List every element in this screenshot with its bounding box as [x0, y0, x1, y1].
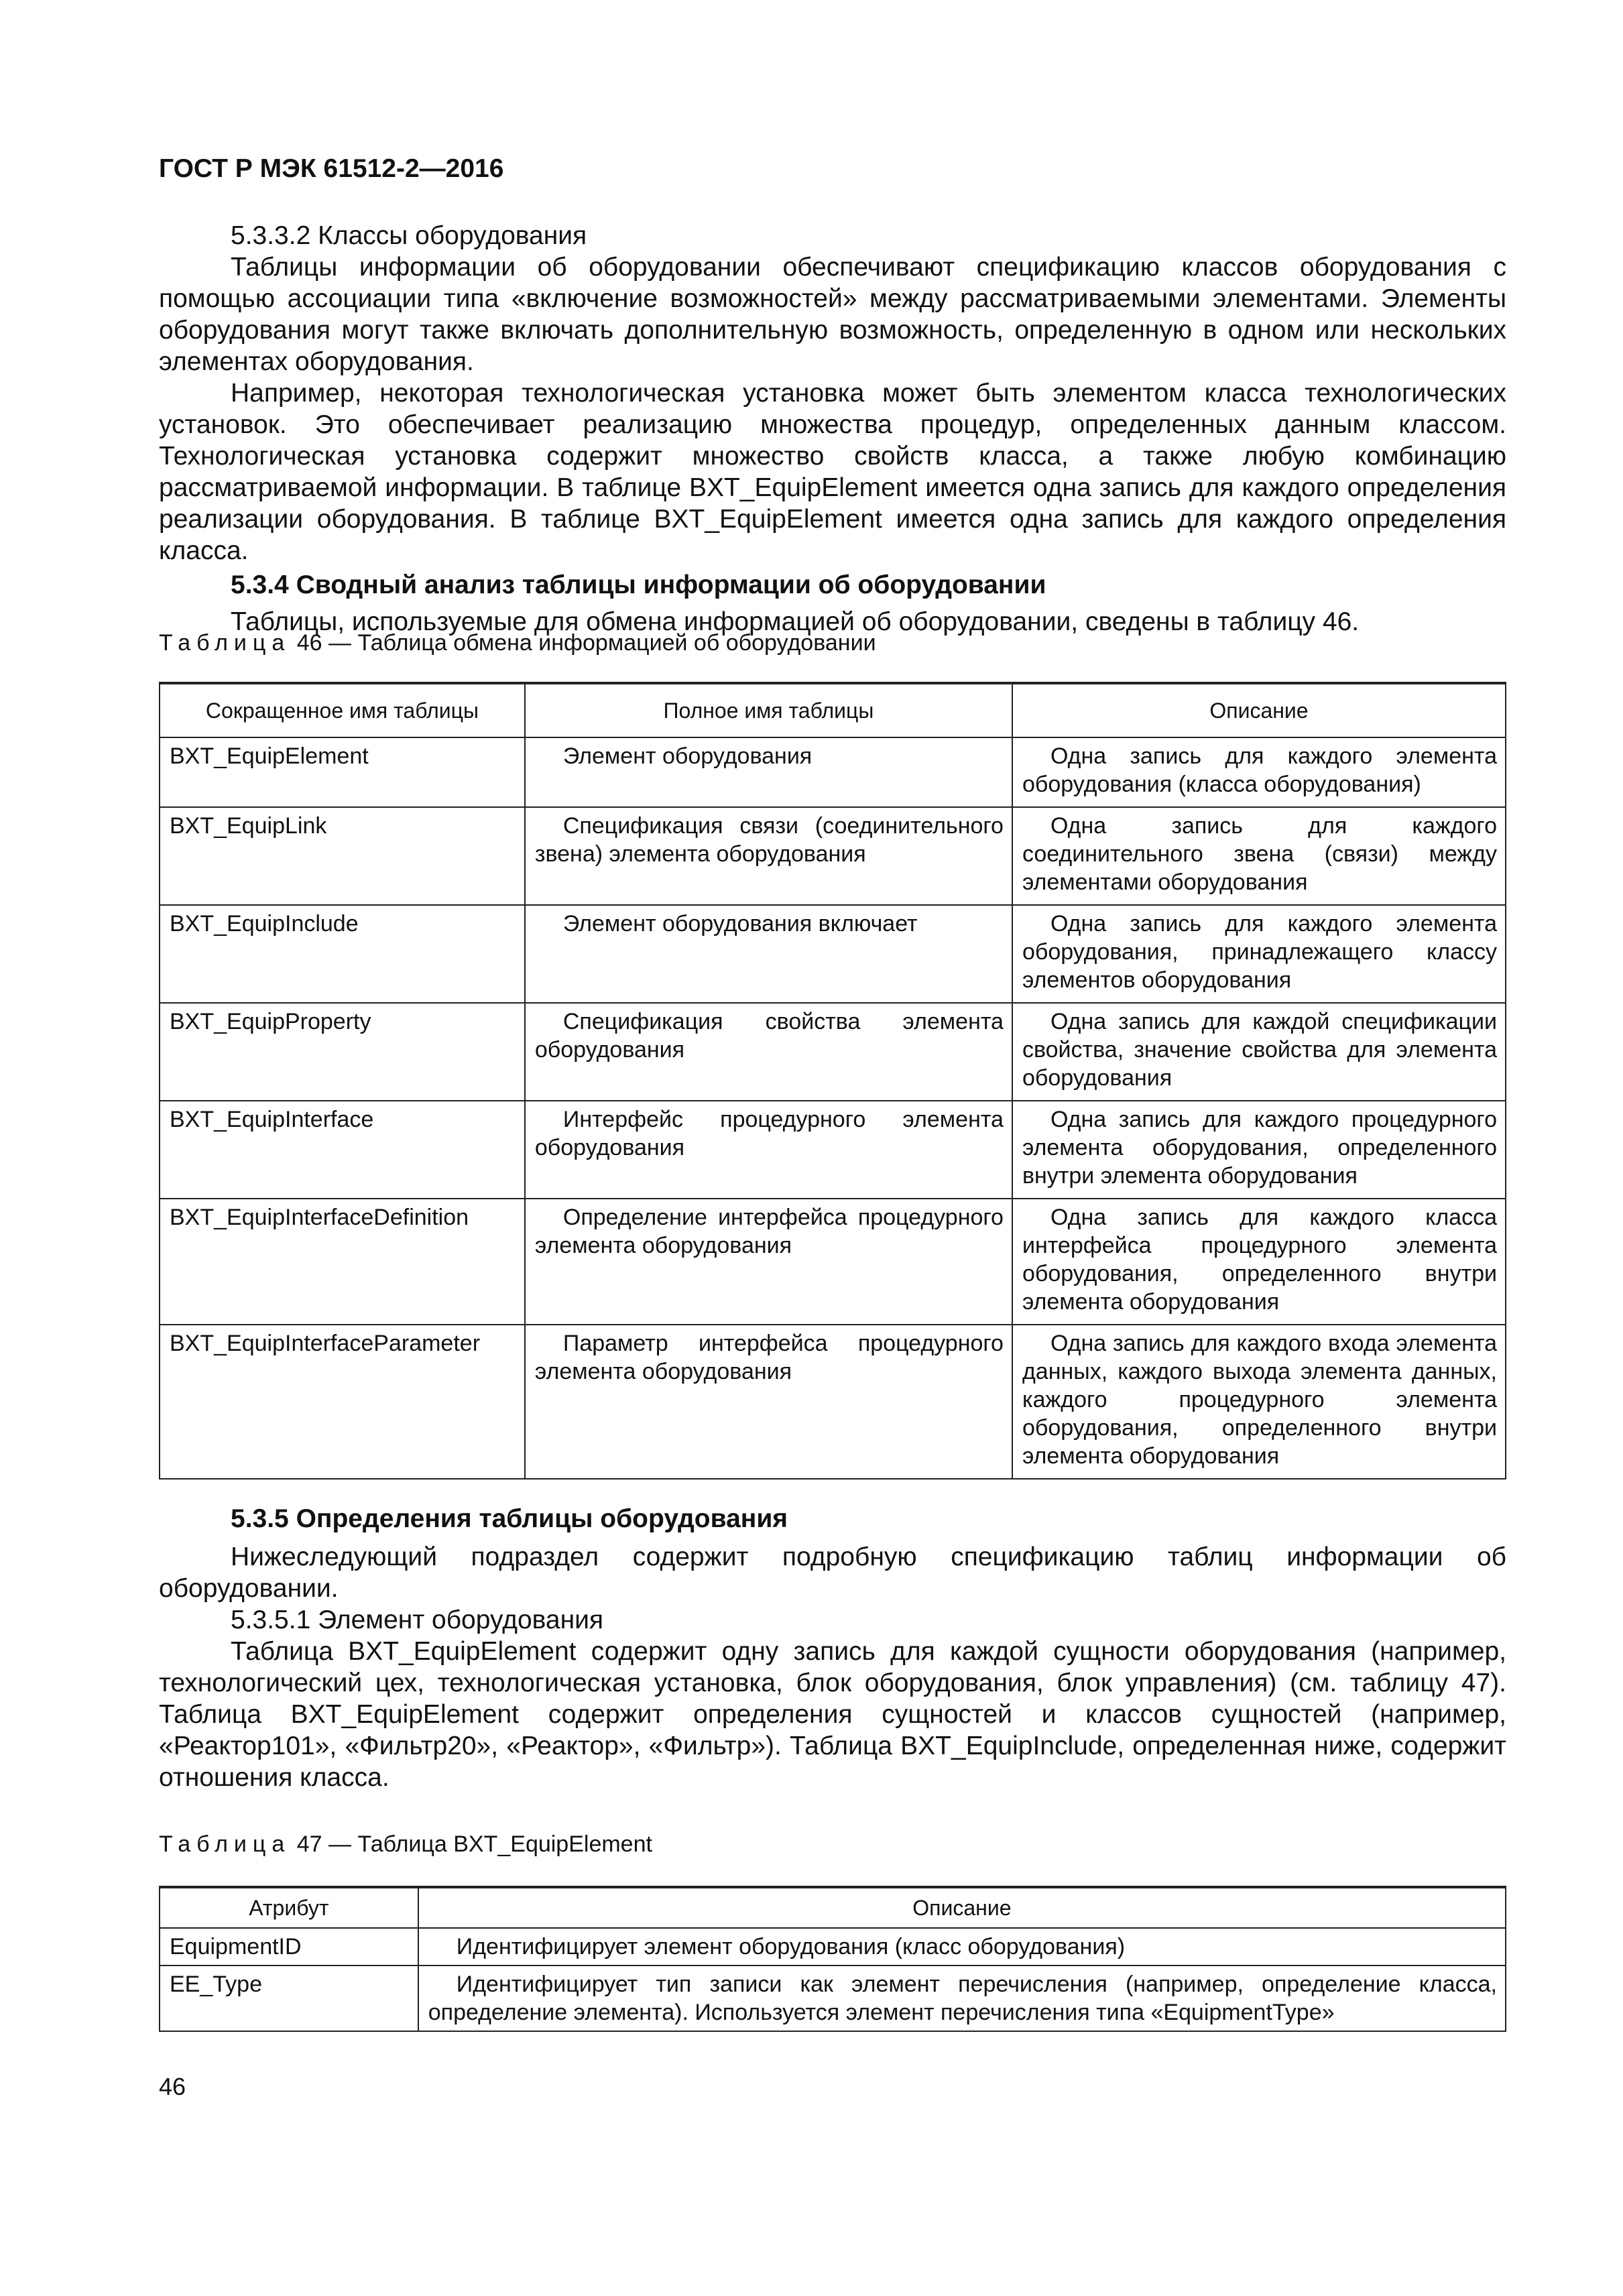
caption-text: 46 — Таблица обмена информацией об оборудовании — [290, 630, 876, 656]
page-number: 46 — [159, 2073, 186, 2100]
table-cell: BXT_EquipInterfaceParameter — [160, 1325, 525, 1479]
paragraph: Таблица BXT_EquipElement содержит одну запись для каждой сущности оборудования (например, технологический цех, технологическая установка, блок оборудования, блок управления) (см. таблицу 47). Таблица BXT_EquipElement содержит определения сущностей и классов сущностей (например, «Реактор101», «Фильтр20», «Реактор», «Фильтр»). Таблица BXT_EquipInclude, определенная ниже, содержит отношения класса. — [159, 1637, 1506, 1792]
table-cell: Параметр интерфейса процедурного элемента оборудования — [525, 1325, 1012, 1479]
table-header-row — [160, 1887, 1506, 1928]
section-title-5-3-5: 5.3.5 Определения таблицы оборудования — [231, 1504, 788, 1533]
table-46 — [159, 682, 1506, 1479]
section-title-5-3-4: 5.3.4 Сводный анализ таблицы информации об оборудовании — [231, 570, 1046, 599]
table-row — [160, 1966, 1506, 2031]
table-cell: BXT_EquipInclude — [160, 905, 525, 1003]
paragraph: Например, некоторая технологическая установка может быть элементом класса технологических установок. Это обеспечивает реализацию множества процедур, определенных данным классом. Технологическая установка содержит множество свойств класса, а также любую комбинацию рассматриваемой информации. В таблице BXT_EquipElement имеется одна запись для каждого определения реализации оборудования. В таблице BXT_EquipElement имеется одна запись для каждого определения класса. — [159, 379, 1506, 565]
section-title-5-3-3-2: 5.3.3.2 Классы оборудования — [231, 221, 587, 250]
paragraph: Таблицы, используемые для обмена информацией об оборудовании, сведены в таблицу 46. — [231, 607, 1360, 636]
table-cell: Одна запись для каждого соединительного звена (связи) между элементами оборудования — [1012, 807, 1506, 905]
table-cell: Идентифицирует тип записи как элемент перечисления (например, определение класса, определение элемента). Используется элемент перечисления типа «EquipmentType» — [418, 1966, 1506, 2031]
column-header: Сокращенное имя таблицы — [160, 683, 525, 737]
section-title-5-3-5-1: 5.3.5.1 Элемент оборудования — [231, 1606, 604, 1634]
table-cell: Определение интерфейса процедурного элемента оборудования — [525, 1199, 1012, 1325]
table-cell: BXT_EquipLink — [160, 807, 525, 905]
table-row — [160, 1928, 1506, 1966]
table-cell: BXT_EquipInterfaceDefinition — [160, 1199, 525, 1325]
table-row — [160, 1199, 1506, 1325]
table-46-caption — [159, 630, 876, 656]
table-cell: Спецификация связи (соединительного звена) элемента оборудования — [525, 807, 1012, 905]
section-5-3-3-2 — [159, 220, 1506, 638]
table-cell: Элемент оборудования включает — [525, 905, 1012, 1003]
caption-prefix: Таблица — [159, 630, 291, 656]
table-47 — [159, 1886, 1506, 2032]
table-cell: Элемент оборудования — [525, 737, 1012, 807]
paragraph: Нижеследующий подраздел содержит подробную спецификацию таблиц информации об оборудовании. — [159, 1543, 1506, 1603]
table-row — [160, 1101, 1506, 1199]
section-5-3-5 — [159, 1503, 1506, 1793]
table-row — [160, 807, 1506, 905]
paragraph: Таблицы информации об оборудовании обеспечивают спецификацию классов оборудования с помощью ассоциации типа «включение возможностей» между рассматриваемыми элементами. Элементы оборудования могут также включать дополнительную возможность, определенную в одном или нескольких элементах оборудования. — [159, 253, 1506, 376]
table-cell: Одна запись для каждого процедурного элемента оборудования, определенного внутри элемента оборудования — [1012, 1101, 1506, 1199]
table-cell: Одна запись для каждого входа элемента данных, каждого выхода элемента данных, каждого процедурного элемента оборудования, определенного внутри элемента оборудования — [1012, 1325, 1506, 1479]
table-cell: BXT_EquipProperty — [160, 1003, 525, 1101]
table-cell: BXT_EquipElement — [160, 737, 525, 807]
table-cell: EE_Type — [160, 1966, 418, 2031]
table-47-caption — [159, 1831, 652, 1858]
table-cell: Одна запись для каждого элемента оборудования (класса оборудования) — [1012, 737, 1506, 807]
caption-prefix: Таблица — [159, 1831, 291, 1857]
table-cell: BXT_EquipInterface — [160, 1101, 525, 1199]
caption-text: 47 — Таблица BXT_EquipElement — [290, 1831, 652, 1857]
table-row — [160, 1003, 1506, 1101]
table-cell: Одна запись для каждого класса интерфейса процедурного элемента оборудования, определенного внутри элемента оборудования — [1012, 1199, 1506, 1325]
table-cell: Интерфейс процедурного элемента оборудования — [525, 1101, 1012, 1199]
table-cell: Идентифицирует элемент оборудования (класс оборудования) — [418, 1928, 1506, 1966]
column-header: Атрибут — [160, 1887, 418, 1928]
document-header: ГОСТ Р МЭК 61512-2—2016 — [159, 154, 504, 183]
table-row — [160, 905, 1506, 1003]
table-header-row — [160, 683, 1506, 737]
column-header: Описание — [1012, 683, 1506, 737]
table-row — [160, 737, 1506, 807]
table-cell: Одна запись для каждой спецификации свойства, значение свойства для элемента оборудования — [1012, 1003, 1506, 1101]
table-cell: EquipmentID — [160, 1928, 418, 1966]
table-row — [160, 1325, 1506, 1479]
column-header: Полное имя таблицы — [525, 683, 1012, 737]
table-cell: Одна запись для каждого элемента оборудования, принадлежащего классу элементов оборудования — [1012, 905, 1506, 1003]
column-header: Описание — [418, 1887, 1506, 1928]
table-cell: Спецификация свойства элемента оборудования — [525, 1003, 1012, 1101]
